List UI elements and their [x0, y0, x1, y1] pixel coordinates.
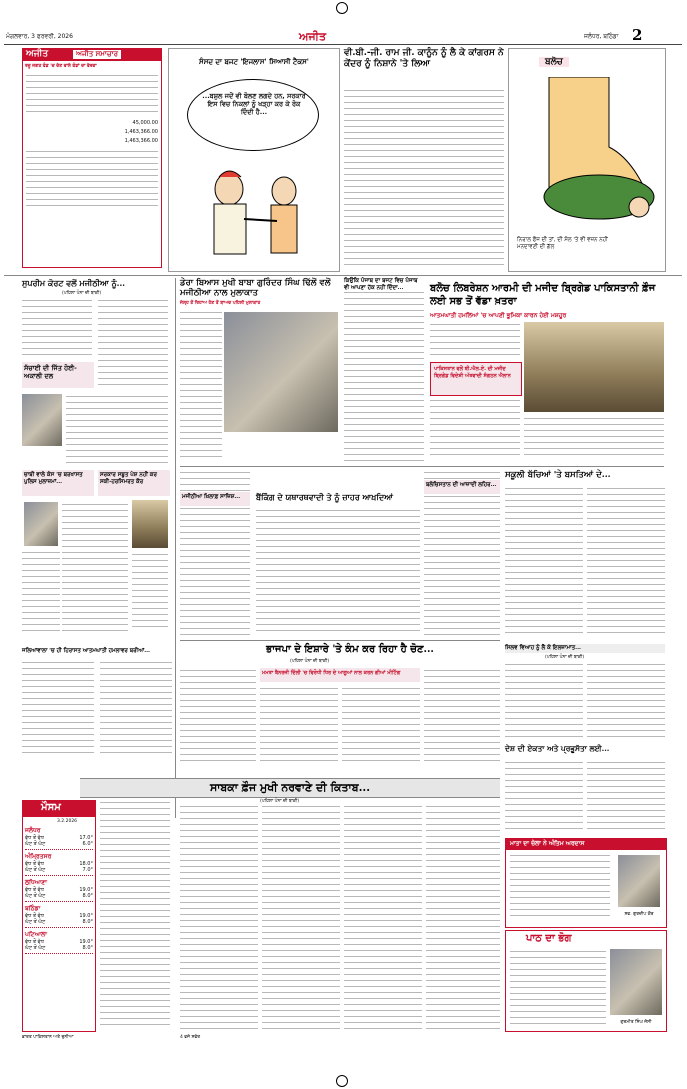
weather-city: ਲੁਧਿਆਣਾ [25, 879, 47, 886]
weather-min-label: ਘੱਟ ਤੋਂ ਘੱਟ [25, 867, 46, 873]
cartoon-1-title: ਸੰਸਦ ਦਾ ਬਜਟ 'ਇਜਲਾਸ' ਸਿਆਸੀ ਟੈਕਸ' [199, 57, 309, 66]
masthead-title: ਅਜੀਤ [299, 30, 326, 43]
weather-min-value: 8.0° [82, 919, 93, 925]
footer-note: ਭਾਰਤ ਪਾਕਿਸਤਾਨ ਅਤੇ ਦੁਨੀਆ [22, 1035, 74, 1040]
narwane-cont: (ਪਹਿਲਾ ਪੰਨਾ ਦੀ ਬਾਕੀ) [260, 799, 300, 804]
supreme-body-3 [66, 394, 168, 464]
photo-harsimrat [132, 500, 168, 548]
dera-body [180, 310, 222, 460]
budget-side-box [424, 480, 500, 494]
registration-mark-bottom [336, 1075, 348, 1087]
weather-min [25, 867, 93, 873]
fund-amounts [26, 119, 158, 146]
obit-box [505, 838, 667, 928]
vbgram-headline: ਵੀ.ਬੀ.-ਜੀ. ਰਾਮ ਜੀ. ਕਾਨੂੰਨ ਨੂੰ ਲੈ ਕੇ ਕਾਂਗਰਸ ਨੇ ਕੇਂਦਰ ਨੂੰ ਨਿਸ਼ਾਨੇ 'ਤੇ ਲਿਆ [344, 48, 504, 69]
supreme-body-4 [62, 502, 128, 632]
budget-article [180, 470, 500, 638]
ajit-samachar-notice [26, 149, 158, 207]
weather-box [22, 800, 96, 1032]
weather-min-value: 8.0° [82, 945, 93, 951]
divider-bjp [180, 640, 500, 641]
speech-bubble [187, 79, 319, 151]
photo-baloch [524, 322, 664, 412]
baloch-deck: ਆਤਮਘਾਤੀ ਹਮਲਿਆਂ 'ਚ ਆਪਣੀ ਭੂਮਿਕਾ ਕਾਰਨ ਹੋਈ ਮਸ਼ਹੂਰ [430, 312, 567, 319]
weather-header [23, 801, 95, 817]
supreme-sub3-box [98, 470, 170, 496]
weather-row [25, 879, 93, 902]
cartoon-2-drawing [529, 77, 659, 227]
page-number: 2 [632, 26, 643, 44]
right-body-1 [505, 662, 583, 742]
baloch-left-body [344, 278, 424, 462]
vbgram-article [344, 48, 504, 270]
registration-mark-top [336, 2, 348, 14]
weather-city: ਜਲੰਧਰ [25, 827, 41, 834]
supreme-article [22, 278, 170, 643]
obit-name: ਸਵ. ਗੁਰਦੀਪ ਕੌਰ [624, 912, 654, 917]
weather-max-label: ਵੱਧ ਤੋਂ ਵੱਧ [25, 939, 44, 945]
weather-max-label: ਵੱਧ ਤੋਂ ਵੱਧ [25, 835, 44, 841]
weather-max-value: 17.0° [79, 835, 93, 841]
baloch-article [344, 278, 664, 464]
vbgram-body [344, 88, 504, 268]
budget-sub: ਮਜੀਠੀਆ ਖ਼ਿਲਾਫ਼ ਸਾਜ਼ਿਸ਼... [182, 494, 241, 500]
mamata-left-body [180, 668, 256, 766]
right-body-2 [587, 662, 665, 742]
path-text [510, 949, 606, 1025]
weather-row [25, 931, 93, 954]
weather-row [25, 827, 93, 850]
footer-time: 4 ਵਜੇ ਸਵੇਰ [180, 1035, 201, 1040]
photo-leader [24, 502, 58, 546]
weather-min-value: 6.0° [82, 841, 93, 847]
divider-mid [180, 466, 664, 467]
right-col-articles [505, 644, 665, 834]
obit-header [506, 839, 666, 850]
weather-row [25, 905, 93, 928]
baloch-inset-text: ਪਾਕਿਸਤਾਨ ਵਲੋਂ ਬੀ.ਐਲ.ਏ. ਦੀ ਮਜੀਦ ਬ੍ਰਿਗੇਡ ਵਿਦੇਸ਼ੀ ਅੱਤਵਾਦੀ ਸੰਗਠਨ ਐਲਾਨ [434, 366, 511, 379]
mamata-sub: ਮਮਤਾ ਬੈਨਰਜੀ ਦਿੱਲੀ 'ਚ ਵਿਰੋਧੀ ਧਿਰ ਦੇ ਆਗੂਆਂ ਨਾਲ ਕਰਨ ਗੀਆਂ ਮੀਟਿੰਗ [262, 670, 401, 676]
right-body-4 [587, 760, 665, 830]
budget-body [256, 508, 420, 636]
weather-min-value: 7.0° [82, 867, 93, 873]
schools-article [505, 470, 665, 640]
mamata-sub-box [260, 668, 420, 682]
baloch-side-head: ਕਿਉਂਕਿ ਪੰਜਾਬ ਦਾ ਬਜਟ ਵਿਚ ਪੰਜਾਬ ਵੀ ਆਪਣਾ ਹੱਕ ਨਹੀਂ ਦਿੰਦਾ... [344, 278, 424, 292]
mamata-body-2 [342, 686, 420, 766]
weather-min [25, 919, 93, 925]
supreme-cont: (ਪਹਿਲਾ ਪੰਨਾ ਦੀ ਬਾਕੀ) [62, 291, 102, 296]
ajit-samachar-label: ਅਜੀਤ ਸਮਾਚਾਰ [73, 50, 121, 59]
weather-min-label: ਘੱਟ ਤੋਂ ਘੱਟ [25, 919, 46, 925]
bjp-cont: (ਪਹਿਲਾ ਪੰਨਾ ਦੀ ਬਾਕੀ) [290, 659, 330, 664]
baloch-headline: ਬਲੋਚ ਲਿਬਰੇਸ਼ਨ ਆਰਮੀ ਦੀ ਮਜੀਦ ਬ੍ਰਿਗੇਡ ਪਾਕਿਸਤਾਨੀ ਫ਼ੌਜ ਲਈ ਸਭ ਤੋਂ ਵੱਡਾ ਖ਼ਤਰਾ [430, 283, 656, 307]
baloch-inset [430, 362, 522, 396]
fund-amount-2: 1,463,366.00 [124, 129, 158, 135]
weather-min-value: 8.0° [82, 893, 93, 899]
ajit-samachar-box [22, 48, 162, 268]
ajit-samachar-tagline: ਰਜ਼ੂ ਜਗਤ ਫੰਡ 'ਚ ਦੇਣ ਵਾਲੇ ਫੰਡਾਂ ਦਾ ਵੇਰਵਾ [25, 64, 97, 69]
weather-max-label: ਵੱਧ ਤੋਂ ਵੱਧ [25, 887, 44, 893]
supreme-sub3: ਸਰਕਾਰ ਸਬੂਤ ਪੇਸ਼ ਨਹੀਂ ਕਰ ਸਕੀ-ਹਰਸਿਮਰਤ ਕੌਰ [100, 472, 157, 485]
narwane-body-0 [100, 800, 170, 1030]
weather-max-label: ਵੱਧ ਤੋਂ ਵੱਧ [25, 913, 44, 919]
weather-date: 3.2.2026 [57, 819, 78, 824]
cartoon-2-caption: ਨਿਰਾਲ ਫੌਜ ਦੀ ਤਾਂ, ਦੀ ਸੋਲ 'ਤੇ ਵੀ ਵਜ਼ਨ ਨਹੀਂ ਮਨਦਾਵਣੀ ਦੀ ਗੱਲ [517, 237, 608, 250]
left-lower-article [22, 648, 172, 758]
supreme-body-6 [132, 552, 168, 632]
photo-sukhbir [22, 394, 62, 446]
left-lower-body-1 [22, 660, 94, 756]
narwane-headline: ਸਾਬਕਾ ਫ਼ੌਜ ਮੁਖੀ ਨਰਵਾਣੇ ਦੀ ਕਿਤਾਬ... [209, 781, 371, 794]
obit-title: ਮਾਤਾ ਦਾ ਚੋਲਾ ਨੇ ਅੰਤਿਮ ਅਰਦਾਸ [510, 840, 585, 847]
cartoon-2 [508, 48, 666, 272]
weather-rows [25, 827, 93, 957]
cartoon-1-drawing [189, 159, 319, 267]
weather-title: ਮੌਸਮ [41, 802, 61, 813]
supreme-sub1: ਸੱਚਾਈ ਦੀ ਜਿੱਤ ਹੋਈ-ਅਕਾਲੀ ਦਲ [24, 364, 77, 380]
right-head-2: ਦੇਸ਼ ਦੀ ਏਕਤਾ ਅਤੇ ਪ੍ਰਭੂਸੱਤਾ ਲਈ... [505, 744, 610, 753]
weather-city: ਬਠਿੰਡਾ [25, 905, 41, 912]
baloch-body-3 [524, 416, 664, 458]
budget-right-body [424, 470, 500, 636]
cartoon-1 [168, 48, 340, 272]
weather-city: ਅੰਮ੍ਰਿਤਸਰ [25, 853, 52, 860]
photo-path [610, 949, 662, 1015]
mamata-article [180, 668, 500, 768]
right-body-3 [505, 760, 583, 830]
weather-city: ਪਟਿਆਲਾ [25, 931, 47, 938]
dera-deck: ਜੇਲ੍ਹ ਤੋਂ ਰਿਹਾਅ ਹੋਣ ਤੋਂ ਬਾਅਦ ਪਹਿਲੀ ਮੁਲਾਕਾਤ [180, 301, 261, 306]
right-cont-1: (ਪਹਿਲਾ ਪੰਨਾ ਦੀ ਬਾਕੀ) [545, 655, 585, 660]
baloch-body-1 [430, 322, 520, 358]
left-lower-headline: ਜਲਿਆਂਵਾਲਾ 'ਚ ਹੀ ਹਿਰਾਸਤ ਆਤਮਘਾਤੀ ਹਮਲਾਵਰ ਬਰੀਆਂ... [22, 648, 150, 654]
path-name: ਗੁਰਮੀਤ ਸਿੰਘ ਜੱਸੀ [620, 1020, 652, 1025]
supreme-sub2-box [22, 470, 94, 496]
schools-headline: ਸਕੂਲੀ ਬੱਚਿਆਂ 'ਤੇ ਬਸਤਿਆਂ ਦੇ... [505, 470, 611, 480]
weather-min [25, 945, 93, 951]
weather-max-value: 19.0° [79, 939, 93, 945]
supreme-headline: ਸੁਪਰੀਮ ਕੋਰਟ ਵਲੋਂ ਮਜੀਠੀਆ ਨੂੰ... [22, 278, 126, 288]
obit-text [510, 853, 610, 919]
dera-article [180, 278, 340, 464]
mamata-right-body [424, 668, 500, 766]
photo-dera [224, 312, 338, 432]
weather-max-label: ਵੱਧ ਤੋਂ ਵੱਧ [25, 861, 44, 867]
weather-max-value: 18.0° [79, 861, 93, 867]
weather-max-value: 19.0° [79, 887, 93, 893]
supreme-sub1-box [22, 362, 94, 388]
weather-min-label: ਘੱਟ ਤੋਂ ਘੱਟ [25, 893, 46, 899]
schools-body-2 [587, 486, 665, 636]
masthead-city: ਜਲੰਧਰ, ਬਠਿੰਡਾ [584, 33, 619, 40]
dera-headline: ਡੇਰਾ ਬਿਆਸ ਮੁਖੀ ਬਾਬਾ ਗੁਰਿੰਦਰ ਸਿੰਘ ਢਿੱਲੋਂ ਵਲੋਂ ਮਜੀਠੀਆ ਨਾਲ ਮੁਲਾਕਾਤ [180, 278, 331, 298]
weather-max-value: 19.0° [79, 913, 93, 919]
budget-headline: ਬੈਂਕਿੰਗ ਦੇ ਯਥਾਰਥਵਾਦੀ ਤੇ ਨੂੰ ਜ਼ਾਹਰ ਆਖ਼ਦਿਆਂ [256, 492, 393, 502]
fund-amount-3: 1,463,366.00 [124, 138, 158, 144]
schools-body-1 [505, 486, 583, 636]
path-box [505, 930, 667, 1032]
narwane-body-3 [344, 804, 422, 1030]
ajit-samachar-text [26, 73, 158, 115]
fund-amount-1: 45,000.00 [132, 120, 158, 126]
supreme-body-5 [22, 550, 60, 632]
cartoon-2-label: ਬਲੋਚ [539, 57, 569, 67]
speech-bubble-text: ...ਬਸ਼ੁਲ ਜਦੋਂ ਵੀ ਬੋਲਣ ਲਗਦੇ ਹਨ, ਸਰਕਾਰ ਇਸ ਵਿਚ ਨਿਕਲਾਂ ਨੂੰ ਖੜ੍ਹਾ ਕਰ ਕੇ ਰੋਕ ਦਿੰਦੀ ਹੈ... [202, 92, 306, 116]
left-lower-body-2 [100, 660, 172, 756]
bjp-headline: ਭਾਜਪਾ ਦੇ ਇਸ਼ਾਰੇ 'ਤੇ ਕੰਮ ਕਰ ਰਿਹਾ ਹੈ ਚੋਣ... [266, 644, 434, 655]
narwane-body-2 [262, 804, 340, 1030]
supreme-sub2: ਚਾਬੀ ਵਾਲੇ ਕੇਸ 'ਚ ਬਰਖਾਸਤ ਪੁਲਿਸ ਮੁਲਾਜ਼ਮਾਂ... [24, 472, 83, 485]
masthead-date: ਮੰਗਲਵਾਰ, 3 ਫਰਵਰੀ, 2026 [6, 33, 73, 40]
masthead [4, 26, 682, 45]
narwane-body-4 [426, 804, 500, 1030]
supreme-body-2 [98, 298, 168, 388]
divider-top [4, 275, 682, 276]
ajit-samachar-header [23, 49, 161, 61]
path-title: ਪਾਠ ਦਾ ਭੋਗ [526, 933, 572, 944]
right-head-1: ਸਿਲਵ ਵਿਆਹ ਨੂੰ ਲੈ ਕੇ ਇਲਜ਼ਾਮਾਤ... [505, 644, 665, 653]
ajit-brand: ਅਜੀਤ [26, 49, 49, 59]
budget-sub-box [180, 492, 250, 506]
supreme-body-1 [22, 298, 92, 358]
narwane-body-1 [180, 804, 258, 1030]
budget-side-sub: ਬਲੋਚਿਸਤਾਨ ਦੀ ਆਜ਼ਾਦੀ ਲਹਿਰ... [426, 482, 497, 488]
divider-v1 [175, 278, 176, 818]
weather-min-label: ਘੱਟ ਤੋਂ ਘੱਟ [25, 841, 46, 847]
baloch-body-2 [430, 398, 520, 458]
narwane-banner [80, 778, 500, 798]
weather-min [25, 893, 93, 899]
weather-min-label: ਘੱਟ ਤੋਂ ਘੱਟ [25, 945, 46, 951]
weather-min [25, 841, 93, 847]
photo-obit [618, 855, 660, 907]
weather-row [25, 853, 93, 876]
mamata-body-1 [260, 686, 338, 766]
